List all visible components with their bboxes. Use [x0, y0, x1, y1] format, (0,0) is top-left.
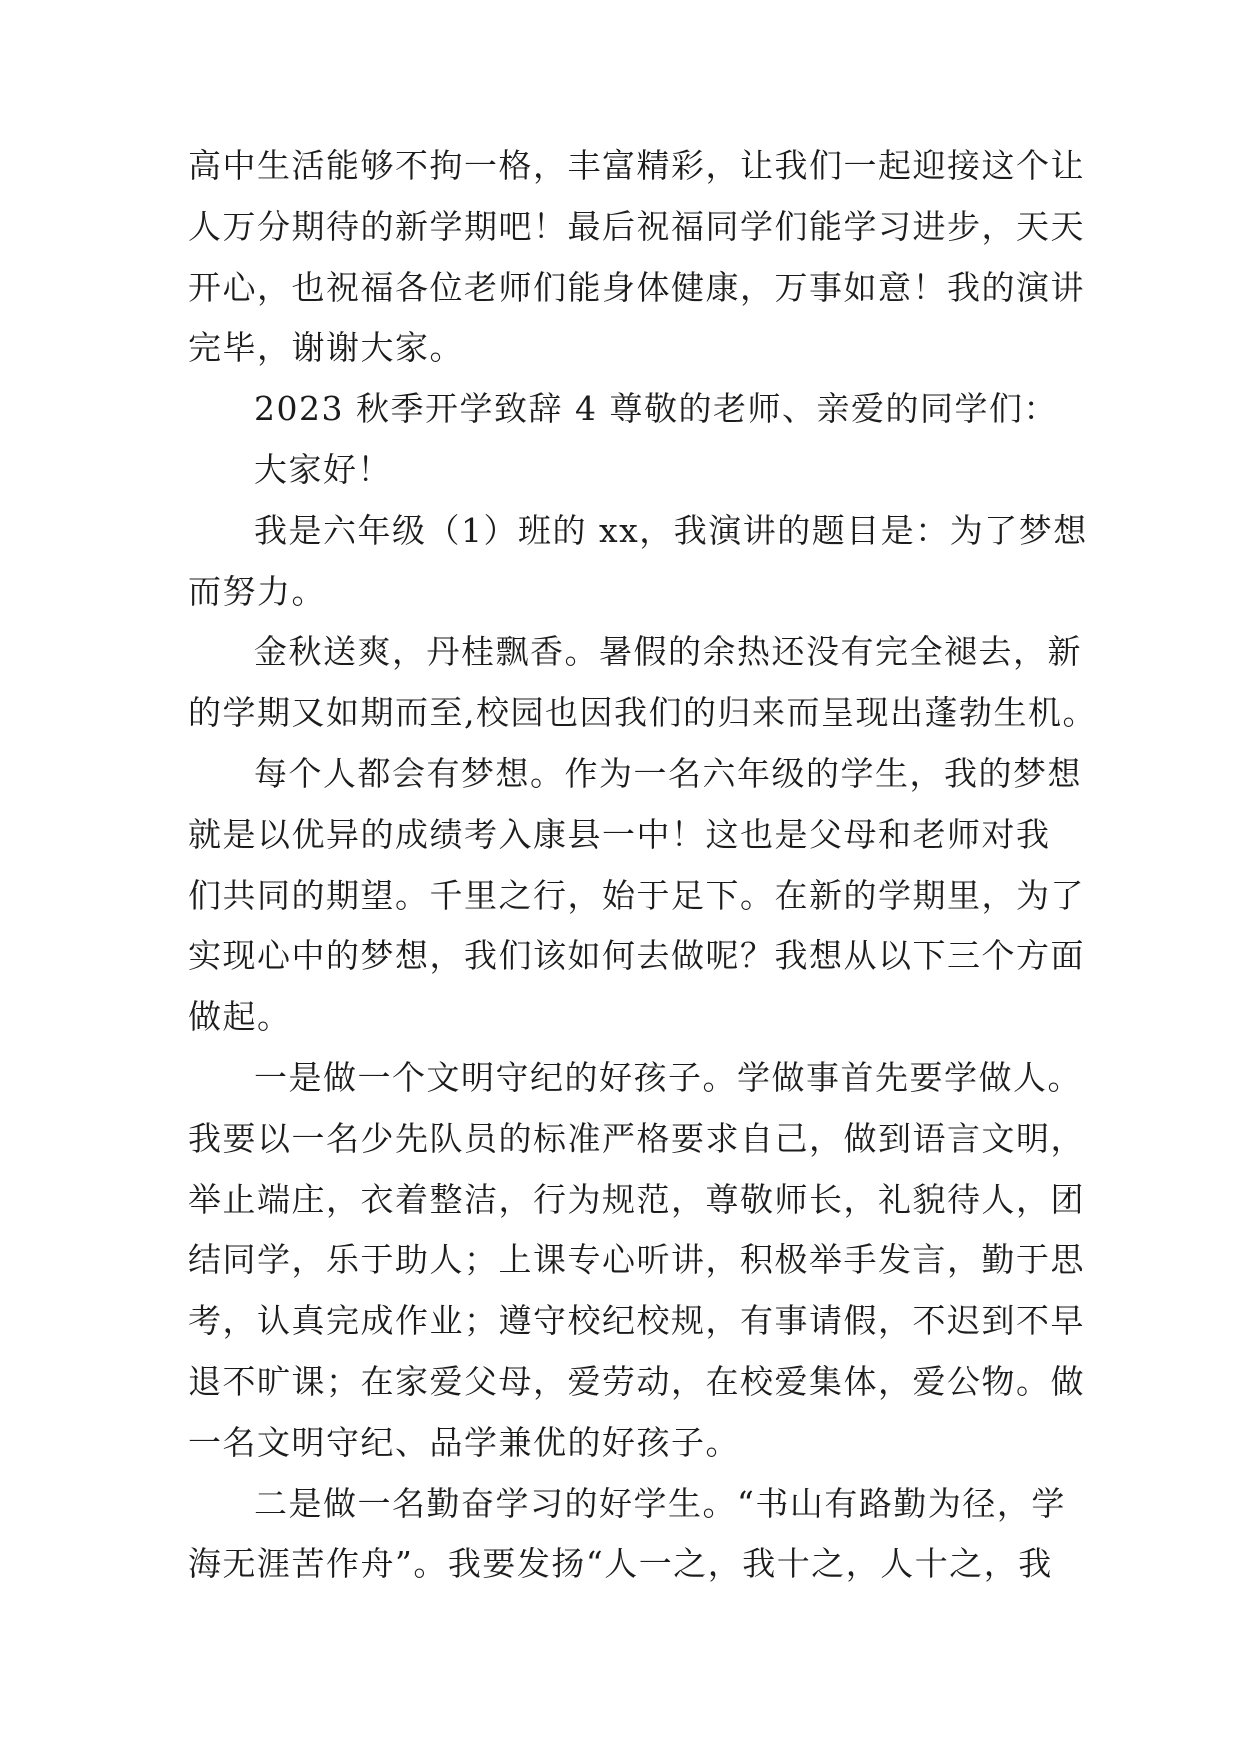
- text-line: 海无涯苦作舟”。我要发扬“人一之，我十之，人十之，我: [188, 1544, 1053, 1584]
- text-line: 一名文明守纪、品学兼优的好孩子。: [188, 1422, 740, 1462]
- text-line: 我要以一名少先队员的标准严格要求自己，做到语言文明，: [188, 1118, 1085, 1158]
- text-line: 结同学，乐于助人；上课专心听讲，积极举手发言，勤于思: [188, 1240, 1085, 1280]
- text-line: 而努力。: [188, 571, 326, 611]
- paragraph: [188, 744, 1085, 1048]
- text-line: 高中生活能够不拘一格，丰富精彩，让我们一起迎接这个让: [188, 146, 1085, 185]
- paragraph: [188, 1474, 1068, 1596]
- text-line: 每个人都会有梦想。作为一名六年级的学生，我的梦想: [254, 753, 1082, 793]
- document-body: [188, 136, 1097, 1595]
- text-line: 我是六年级（1）班的 xx，我演讲的题目是：为了梦想: [254, 510, 1088, 550]
- paragraph: [188, 501, 1088, 623]
- text-line: 二是做一名勤奋学习的好学生。“书山有路勤为径，学: [254, 1483, 1066, 1523]
- text-line: 做起。: [188, 997, 292, 1037]
- text-line: 考，认真完成作业；遵守校纪校规，有事请假，不迟到不早: [188, 1301, 1085, 1341]
- paragraph: [188, 622, 1097, 744]
- paragraph: [188, 1048, 1085, 1474]
- text-line: 金秋送爽，丹桂飘香。暑假的余热还没有完全褪去，新: [254, 632, 1082, 672]
- text-line: 完毕，谢谢大家。: [188, 328, 464, 368]
- text-line: 大家好！: [254, 449, 392, 489]
- text-line: 就是以优异的成绩考入康县一中！这也是父母和老师对我: [188, 814, 1051, 854]
- section-heading-paragraph: [188, 379, 1068, 440]
- text-line: 们共同的期望。千里之行，始于足下。在新的学期里，为了: [188, 875, 1085, 915]
- text-line: 的学期又如期而至,校园也因我们的归来而呈现出蓬勃生机。: [188, 693, 1097, 733]
- greeting-paragraph: [188, 440, 1068, 501]
- text-line: 退不旷课；在家爱父母，爱劳动，在校爱集体，爱公物。做: [188, 1361, 1085, 1401]
- text-line: 开心，也祝福各位老师们能身体健康，万事如意！我的演讲: [188, 267, 1085, 307]
- text-line: 2023 秋季开学致辞 4 尊敬的老师、亲爱的同学们：: [254, 389, 1058, 429]
- paragraph: [188, 136, 1085, 379]
- text-line: 人万分期待的新学期吧！最后祝福同学们能学习进步，天天: [188, 206, 1085, 246]
- text-line: 实现心中的梦想，我们该如何去做呢？我想从以下三个方面: [188, 936, 1085, 976]
- text-line: 举止端庄，衣着整洁，行为规范，尊敬师长，礼貌待人，团: [188, 1179, 1085, 1219]
- text-line: 一是做一个文明守纪的好孩子。学做事首先要学做人。: [254, 1057, 1082, 1097]
